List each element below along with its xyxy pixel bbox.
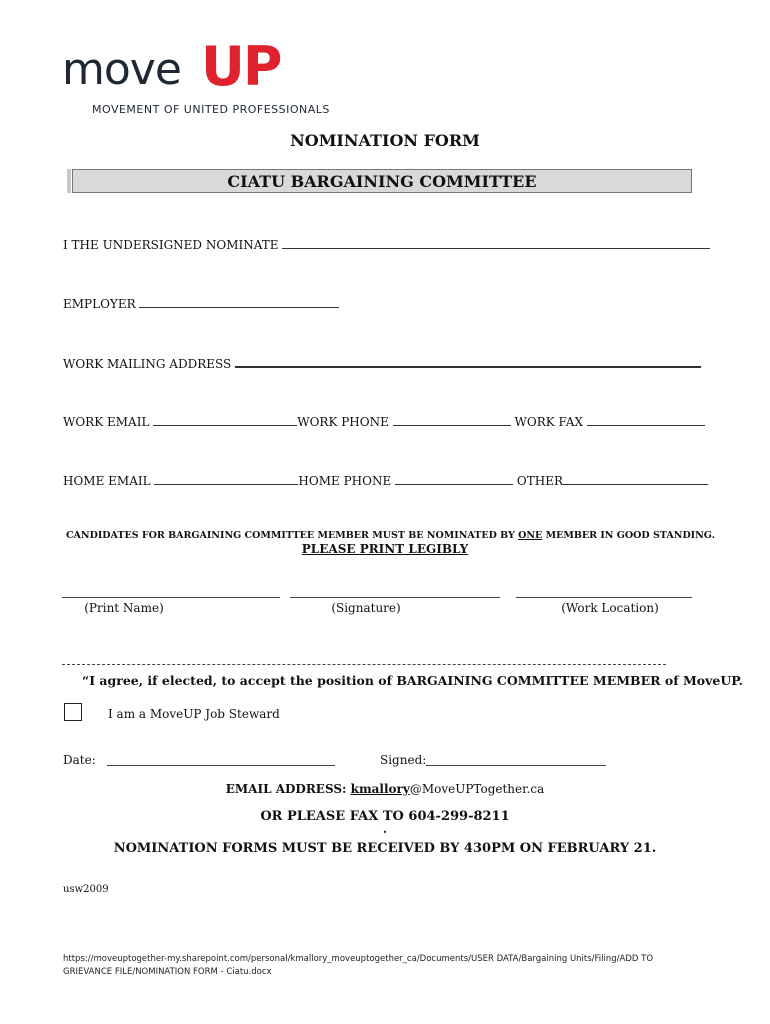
work-email-label: WORK EMAIL — [63, 415, 150, 429]
fax-instruction: OR PLEASE FAX TO 604-299-8211 — [260, 809, 510, 824]
separator-dot: . — [382, 822, 388, 836]
footer-path-line1: https://moveuptogether-my.sharepoint.com/personal/kmallory_moveuptogether_ca/Documents/USER DATA/Bargaining Units/Filing/ADD TO — [63, 954, 654, 964]
home-phone-line[interactable] — [395, 474, 513, 485]
notice-emphasis: ONE — [518, 530, 543, 541]
print-legibly: PLEASE PRINT LEGIBLY — [301, 542, 469, 556]
candidates-notice — [66, 530, 715, 541]
home-contact-row — [63, 474, 708, 488]
email-label: EMAIL ADDRESS: — [225, 782, 351, 796]
steward-checkbox[interactable] — [64, 703, 82, 721]
work-address-label: WORK MAILING ADDRESS — [63, 357, 232, 371]
form-title: NOMINATION FORM — [290, 131, 480, 150]
signed-label: Signed: — [380, 753, 427, 767]
logo-up-text: UP — [201, 35, 281, 98]
notice-after: MEMBER IN GOOD STANDING. — [542, 530, 715, 541]
signature-line[interactable] — [290, 597, 500, 598]
deadline-text: NOMINATION FORMS MUST BE RECEIVED BY 430PM ON FEBRUARY 21. — [113, 841, 657, 856]
nominate-field — [63, 238, 710, 252]
home-email-line[interactable] — [154, 474, 298, 485]
other-line[interactable] — [563, 474, 708, 485]
print-name-line[interactable] — [62, 597, 280, 598]
email-address — [0, 782, 770, 796]
banner-edge — [67, 169, 71, 193]
work-address-field — [63, 356, 701, 371]
work-address-line[interactable] — [235, 356, 701, 368]
steward-checkbox-label: I am a MoveUP Job Steward — [108, 707, 280, 721]
home-phone-label: HOME PHONE — [298, 474, 392, 488]
work-phone-line[interactable] — [393, 415, 511, 426]
other-label: OTHER — [516, 474, 563, 488]
document-code: usw2009 — [63, 884, 109, 895]
signed-line[interactable] — [426, 765, 606, 766]
work-location-label: (Work Location) — [561, 601, 659, 615]
email-user[interactable]: kmallory — [350, 782, 410, 796]
work-contact-row — [63, 415, 705, 429]
logo-move-text: move — [62, 44, 181, 95]
footer-path-line2: GRIEVANCE FILE/NOMINATION FORM - Ciatu.docx — [63, 967, 272, 977]
nominate-label: I THE UNDERSIGNED NOMINATE — [63, 238, 279, 252]
cut-divider — [62, 664, 666, 665]
employer-line[interactable] — [139, 297, 339, 308]
work-fax-label: WORK FAX — [514, 415, 584, 429]
work-email-line[interactable] — [153, 415, 297, 426]
moveup-logo — [62, 35, 352, 120]
employer-field — [63, 297, 339, 311]
nominate-line[interactable] — [282, 238, 710, 249]
signature-label: (Signature) — [331, 601, 401, 615]
footer-file-path — [63, 953, 703, 979]
notice-before: CANDIDATES FOR BARGAINING COMMITTEE MEMBER MUST BE NOMINATED BY — [66, 530, 519, 541]
agreement-text: “I agree, if elected, to accept the position of BARGAINING COMMITTEE MEMBER of MoveUP. — [82, 673, 743, 688]
print-name-label: (Print Name) — [84, 601, 164, 615]
logo-tagline: MOVEMENT OF UNITED PROFESSIONALS — [92, 103, 330, 116]
work-location-line[interactable] — [516, 597, 692, 598]
employer-label: EMPLOYER — [63, 297, 136, 311]
committee-banner: CIATU BARGAINING COMMITTEE — [72, 169, 692, 193]
work-phone-label: WORK PHONE — [297, 415, 389, 429]
date-line[interactable] — [107, 765, 335, 766]
work-fax-line[interactable] — [587, 415, 705, 426]
email-domain: @MoveUPTogether.ca — [409, 782, 545, 796]
date-label: Date: — [63, 753, 96, 767]
home-email-label: HOME EMAIL — [63, 474, 151, 488]
